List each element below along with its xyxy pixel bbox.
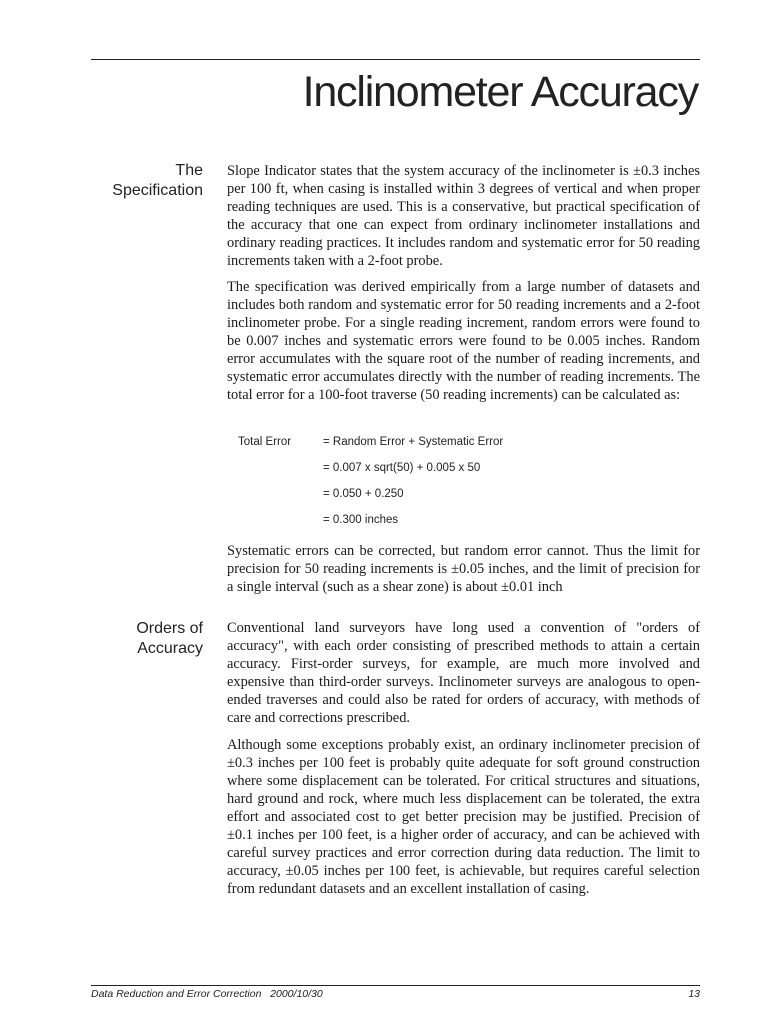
equation-line: = 0.050 + 0.250: [323, 488, 404, 500]
paragraph-text: Although some exceptions probably exist, an ordinary inclinometer precision of ±0.3 inches per 100 feet is probably quite adequate for soft ground construction where some displacement can be tolerated. For critical structures and situations, hard ground and rock, where much less displacement can be tolerated, the extra effort and associated cost to get better precision may be justified. Precision of ±0.1 inches per 100 feet, is a higher order of accuracy, and can be achieved with careful survey practices and error correction during data reduction. The limit to accuracy, ±0.05 inches per 100 feet, is achievable, but requires careful selection from redundant datasets and an excellent installation of casing.: [227, 737, 700, 897]
body-paragraph: [227, 162, 700, 270]
body-paragraph: [227, 278, 700, 404]
page-title: Inclinometer Accuracy: [302, 68, 698, 116]
body-paragraph: [227, 736, 700, 898]
section-heading-orders-of-accuracy: [63, 619, 203, 659]
paragraph-text: Slope Indicator states that the system accuracy of the inclinometer is ±0.3 inches per 100 ft, when casing is installed within 3 degrees of vertical and when proper reading techniques are used. This is a conservative, but practical specification of the accuracy that one can expect from ordinary inclinometer installations and ordinary reading practices. It includes random and systematic error for 50 reading increments taken with a 2-foot probe.: [227, 163, 700, 269]
equation-label: Total Error: [238, 436, 292, 448]
section-heading-line: The: [175, 162, 203, 179]
equation-line: = 0.300 inches: [323, 514, 399, 526]
body-paragraph: [227, 619, 700, 727]
body-paragraph: [227, 542, 700, 596]
paragraph-text: The specification was derived empirically from a large number of datasets and includes both random and systematic error for 50 reading increments and a 2-foot inclinometer probe. For a single reading increment, random errors were found to be 0.007 inches and systematic errors were found to be 0.005 inches. Random error accumulates with the square root of the number of reading increments, and systematic error accumulates directly with the number of reading increments. The total error for a 100-foot traverse (50 reading increments) can be calculated as:: [227, 279, 700, 403]
page-number: 13: [688, 988, 700, 1000]
equation-line: = Random Error + Systematic Error: [323, 436, 504, 448]
equation-line: = 0.007 x sqrt(50) + 0.005 x 50: [323, 462, 481, 474]
paragraph-text: Systematic errors can be corrected, but random error cannot. Thus the limit for precision for 50 reading increments is ±0.05 inches, and the limit of precision for a single interval (such as a shear zone) is about ±0.01 inch: [227, 543, 700, 595]
footer-rule: [91, 985, 700, 986]
footer-document-title: Data Reduction and Error Correction 2000/10/30: [91, 988, 323, 1000]
section-heading-line: Orders of: [136, 620, 203, 637]
top-rule: [91, 59, 700, 60]
section-heading-specification: [63, 161, 203, 201]
section-heading-line: Specification: [112, 182, 203, 199]
section-heading-line: Accuracy: [137, 640, 203, 657]
paragraph-text: Conventional land surveyors have long used a convention of "orders of accuracy", with each order consisting of prescribed methods to attain a certain accuracy. First-order surveys, for example, are much more involved and expensive than third-order surveys. Inclinometer surveys are analogous to open-ended traverses and could also be rated for orders of accuracy, with methods of care and corrections prescribed.: [227, 620, 700, 726]
